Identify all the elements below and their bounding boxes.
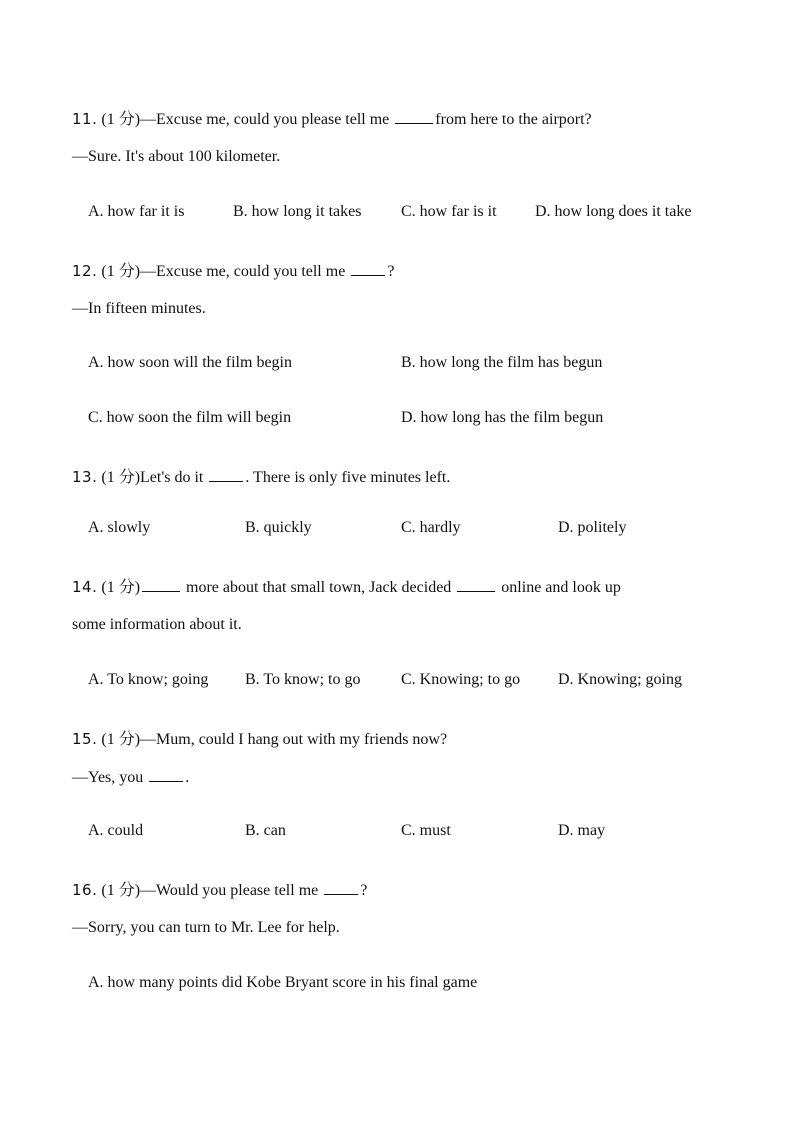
option-c: C. how far is it xyxy=(401,203,497,220)
question-number: 11. xyxy=(72,110,98,128)
question-13-options xyxy=(0,519,794,543)
reply-text: . xyxy=(185,769,190,786)
option-a: A. could xyxy=(88,822,144,839)
question-text: (1 分)—Would you please tell me xyxy=(101,882,323,899)
question-text: (1 分) xyxy=(101,579,141,596)
option-a: A. slowly xyxy=(88,519,151,536)
option-b: B. how long it takes xyxy=(233,203,362,220)
question-12-options-row2 xyxy=(0,409,794,433)
option-a: A. how soon will the film begin xyxy=(88,354,292,371)
question-text: (1 分)Let's do it xyxy=(101,469,208,486)
answer-blank xyxy=(324,880,358,895)
option-c: C. must xyxy=(401,822,451,839)
option-d: D. may xyxy=(558,822,606,839)
question-number: 14. xyxy=(72,578,98,596)
question-14-options xyxy=(0,671,794,695)
answer-blank xyxy=(142,577,180,592)
question-text: ? xyxy=(360,882,368,899)
answer-blank xyxy=(351,261,385,276)
question-text: ? xyxy=(387,263,395,280)
question-text: (1 分)—Mum, could I hang out with my friends now? xyxy=(101,731,448,748)
question-text: . There is only five minutes left. xyxy=(245,469,451,486)
question-11-options xyxy=(0,203,794,227)
option-a: A. how many points did Kobe Bryant score in his final game xyxy=(88,974,478,991)
option-b: B. can xyxy=(245,822,286,839)
question-12-reply: —In fifteen minutes. xyxy=(72,300,206,317)
option-a: A. how far it is xyxy=(88,203,185,220)
question-text: (1 分)—Excuse me, could you please tell me xyxy=(101,111,394,128)
question-15-options xyxy=(0,822,794,846)
question-number: 16. xyxy=(72,881,98,899)
question-text: online and look up xyxy=(497,579,621,596)
question-text: more about that small town, Jack decided xyxy=(182,579,456,596)
option-b: B. quickly xyxy=(245,519,312,536)
question-text: from here to the airport? xyxy=(435,111,592,128)
question-11-reply: —Sure. It's about 100 kilometer. xyxy=(72,148,281,165)
question-15-reply xyxy=(72,767,794,791)
answer-blank xyxy=(395,109,433,124)
option-c: C. how soon the film will begin xyxy=(88,409,292,426)
question-15-stem xyxy=(72,726,794,750)
question-13-stem xyxy=(72,464,794,488)
question-14-stem-line2: some information about it. xyxy=(72,616,242,633)
option-c: C. Knowing; to go xyxy=(401,671,521,688)
answer-blank xyxy=(209,467,243,482)
question-11-stem xyxy=(72,106,794,130)
question-14-stem xyxy=(72,574,794,598)
answer-blank xyxy=(457,577,495,592)
question-12-stem xyxy=(72,258,794,282)
option-d: D. how long has the film begun xyxy=(401,409,604,426)
question-12-options-row1 xyxy=(0,354,794,378)
question-text: (1 分)—Excuse me, could you tell me xyxy=(101,263,350,280)
question-16-stem xyxy=(72,877,794,901)
option-c: C. hardly xyxy=(401,519,461,536)
reply-text: —Yes, you xyxy=(72,769,148,786)
question-number: 15. xyxy=(72,730,98,748)
question-16-reply: —Sorry, you can turn to Mr. Lee for help. xyxy=(72,919,340,936)
option-b: B. how long the film has begun xyxy=(401,354,603,371)
option-d: D. politely xyxy=(558,519,627,536)
option-a: A. To know; going xyxy=(88,671,209,688)
question-number: 12. xyxy=(72,262,98,280)
answer-blank xyxy=(149,767,183,782)
question-16-options xyxy=(0,974,794,998)
option-d: D. how long does it take xyxy=(535,203,692,220)
question-number: 13. xyxy=(72,468,98,486)
option-b: B. To know; to go xyxy=(245,671,361,688)
option-d: D. Knowing; going xyxy=(558,671,682,688)
